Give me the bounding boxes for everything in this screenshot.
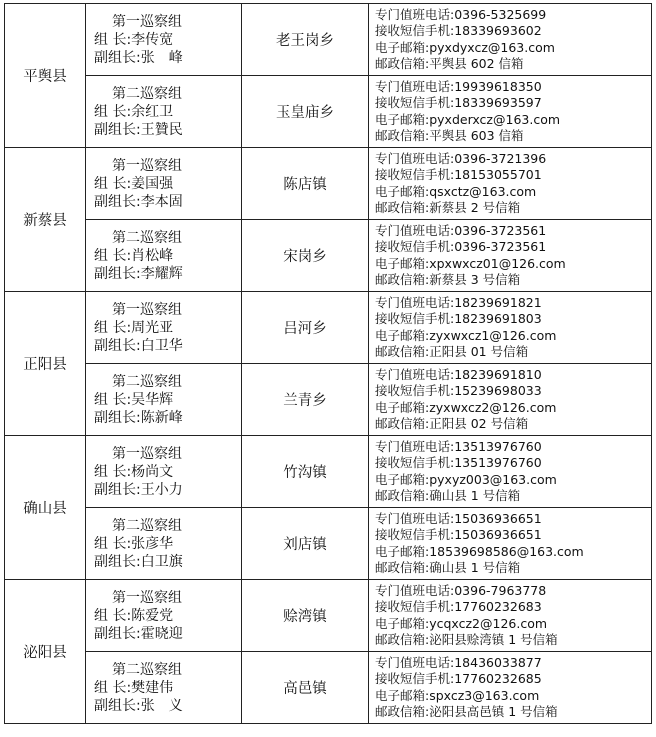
hotline-line: 专门值班电话:15036936651 <box>375 511 542 527</box>
contact-cell <box>369 4 652 76</box>
email-line: 电子邮箱:xpxwxcz01@126.com <box>375 255 566 271</box>
deputy-leader-line: 副组长:张 义 <box>94 697 183 714</box>
email-line: 电子邮箱:pyxyz003@163.com <box>375 471 557 487</box>
contact-cell <box>369 364 652 436</box>
town-cell: 老王岗乡 <box>242 4 369 76</box>
hotline-line: 专门值班电话:0396-3721396 <box>375 151 547 167</box>
group-cell <box>86 436 242 508</box>
group-cell <box>86 220 242 292</box>
group-cell <box>86 652 242 724</box>
county-cell: 平舆县 <box>5 4 86 148</box>
email-line: 电子邮箱:pyxderxcz@163.com <box>375 111 561 127</box>
town-cell: 兰青乡 <box>242 364 369 436</box>
group-name: 第一巡察组 <box>112 301 182 318</box>
group-cell <box>86 364 242 436</box>
mailbox-line: 邮政信箱:确山县 1 号信箱 <box>375 487 521 503</box>
group-leader-line: 组 长:肖松峰 <box>94 247 174 264</box>
group-leader-line: 组 长:杨尚文 <box>94 463 174 480</box>
group-cell <box>86 292 242 364</box>
town-cell: 宋岗乡 <box>242 220 369 292</box>
sms-line: 接收短信手机:18239691803 <box>375 311 542 327</box>
email-line: 电子邮箱:spxcz3@163.com <box>375 687 540 703</box>
deputy-leader-line: 副组长:王贊民 <box>94 121 183 138</box>
email-line: 电子邮箱:pyxdyxcz@163.com <box>375 39 555 55</box>
contact-cell <box>369 148 652 220</box>
email-line: 电子邮箱:18539698586@163.com <box>375 543 584 559</box>
town-cell: 竹沟镇 <box>242 436 369 508</box>
group-name: 第二巡察组 <box>112 373 182 390</box>
county-cell: 正阳县 <box>5 292 86 436</box>
group-name: 第一巡察组 <box>112 13 182 30</box>
town-cell: 玉皇庙乡 <box>242 76 369 148</box>
group-leader-line: 组 长:吴华辉 <box>94 391 174 408</box>
email-line: 电子邮箱:qsxctz@163.com <box>375 183 537 199</box>
mailbox-line: 邮政信箱:泌阳县赊湾镇 1 号信箱 <box>375 631 558 647</box>
group-cell <box>86 76 242 148</box>
table-row <box>5 364 652 436</box>
hotline-line: 专门值班电话:0396-7963778 <box>375 583 547 599</box>
sms-line: 接收短信手机:18339693597 <box>375 95 542 111</box>
hotline-line: 专门值班电话:18239691810 <box>375 367 542 383</box>
group-name: 第一巡察组 <box>112 589 182 606</box>
group-leader-line: 组 长:陈爱党 <box>94 607 174 624</box>
deputy-leader-line: 副组长:李耀辉 <box>94 265 183 282</box>
group-name: 第一巡察组 <box>112 445 182 462</box>
contact-cell <box>369 220 652 292</box>
deputy-leader-line: 副组长:王小力 <box>94 481 183 498</box>
group-cell <box>86 508 242 580</box>
sms-line: 接收短信手机:18153055701 <box>375 167 542 183</box>
county-cell: 新蔡县 <box>5 148 86 292</box>
sms-line: 接收短信手机:17760232683 <box>375 599 542 615</box>
mailbox-line: 邮政信箱:泌阳县高邑镇 1 号信箱 <box>375 703 558 719</box>
mailbox-line: 邮政信箱:确山县 1 号信箱 <box>375 559 521 575</box>
contact-cell <box>369 652 652 724</box>
sms-line: 接收短信手机:18339693602 <box>375 23 542 39</box>
group-cell <box>86 148 242 220</box>
email-line: 电子邮箱:ycqxcz2@126.com <box>375 615 548 631</box>
group-cell <box>86 4 242 76</box>
group-leader-line: 组 长:樊建伟 <box>94 679 174 696</box>
group-leader-line: 组 长:姜国强 <box>94 175 174 192</box>
mailbox-line: 邮政信箱:平舆县 602 信箱 <box>375 55 524 71</box>
town-cell: 陈店镇 <box>242 148 369 220</box>
deputy-leader-line: 副组长:白卫华 <box>94 337 183 354</box>
hotline-line: 专门值班电话:13513976760 <box>375 439 542 455</box>
group-name: 第二巡察组 <box>112 85 182 102</box>
deputy-leader-line: 副组长:李本固 <box>94 193 183 210</box>
hotline-line: 专门值班电话:18239691821 <box>375 295 542 311</box>
table-row <box>5 292 652 364</box>
group-name: 第一巡察组 <box>112 157 182 174</box>
town-cell: 高邑镇 <box>242 652 369 724</box>
table-row <box>5 4 652 76</box>
contact-cell <box>369 580 652 652</box>
town-cell: 吕河乡 <box>242 292 369 364</box>
sms-line: 接收短信手机:15036936651 <box>375 527 542 543</box>
table-row <box>5 652 652 724</box>
group-name: 第二巡察组 <box>112 661 182 678</box>
group-leader-line: 组 长:余红卫 <box>94 103 174 120</box>
table-row <box>5 580 652 652</box>
contact-cell <box>369 292 652 364</box>
mailbox-line: 邮政信箱:新蔡县 2 号信箱 <box>375 199 521 215</box>
email-line: 电子邮箱:zyxwxcz2@126.com <box>375 399 557 415</box>
town-cell: 赊湾镇 <box>242 580 369 652</box>
group-name: 第二巡察组 <box>112 517 182 534</box>
mailbox-line: 邮政信箱:正阳县 01 号信箱 <box>375 343 529 359</box>
hotline-line: 专门值班电话:0396-3723561 <box>375 223 547 239</box>
table-row <box>5 76 652 148</box>
contact-cell <box>369 436 652 508</box>
table-row <box>5 220 652 292</box>
inspection-contact-table <box>4 3 652 724</box>
group-cell <box>86 580 242 652</box>
deputy-leader-line: 副组长:陈新峰 <box>94 409 183 426</box>
table-row <box>5 508 652 580</box>
group-leader-line: 组 长:张彦华 <box>94 535 174 552</box>
mailbox-line: 邮政信箱:正阳县 02 号信箱 <box>375 415 529 431</box>
email-line: 电子邮箱:zyxwxcz1@126.com <box>375 327 557 343</box>
hotline-line: 专门值班电话:0396-5325699 <box>375 7 547 23</box>
county-cell: 泌阳县 <box>5 580 86 724</box>
group-leader-line: 组 长:李传宽 <box>94 31 174 48</box>
sms-line: 接收短信手机:0396-3723561 <box>375 239 547 255</box>
group-name: 第二巡察组 <box>112 229 182 246</box>
deputy-leader-line: 副组长:张 峰 <box>94 49 183 66</box>
hotline-line: 专门值班电话:18436033877 <box>375 655 542 671</box>
sms-line: 接收短信手机:15239698033 <box>375 383 542 399</box>
mailbox-line: 邮政信箱:平舆县 603 信箱 <box>375 127 524 143</box>
town-cell: 刘店镇 <box>242 508 369 580</box>
sms-line: 接收短信手机:13513976760 <box>375 455 542 471</box>
deputy-leader-line: 副组长:霍晓迎 <box>94 625 183 642</box>
county-cell: 确山县 <box>5 436 86 580</box>
sms-line: 接收短信手机:17760232685 <box>375 671 542 687</box>
mailbox-line: 邮政信箱:新蔡县 3 号信箱 <box>375 271 521 287</box>
table-row <box>5 436 652 508</box>
hotline-line: 专门值班电话:19939618350 <box>375 79 542 95</box>
group-leader-line: 组 长:周光亚 <box>94 319 174 336</box>
table-row <box>5 148 652 220</box>
deputy-leader-line: 副组长:白卫旗 <box>94 553 183 570</box>
contact-cell <box>369 76 652 148</box>
contact-cell <box>369 508 652 580</box>
